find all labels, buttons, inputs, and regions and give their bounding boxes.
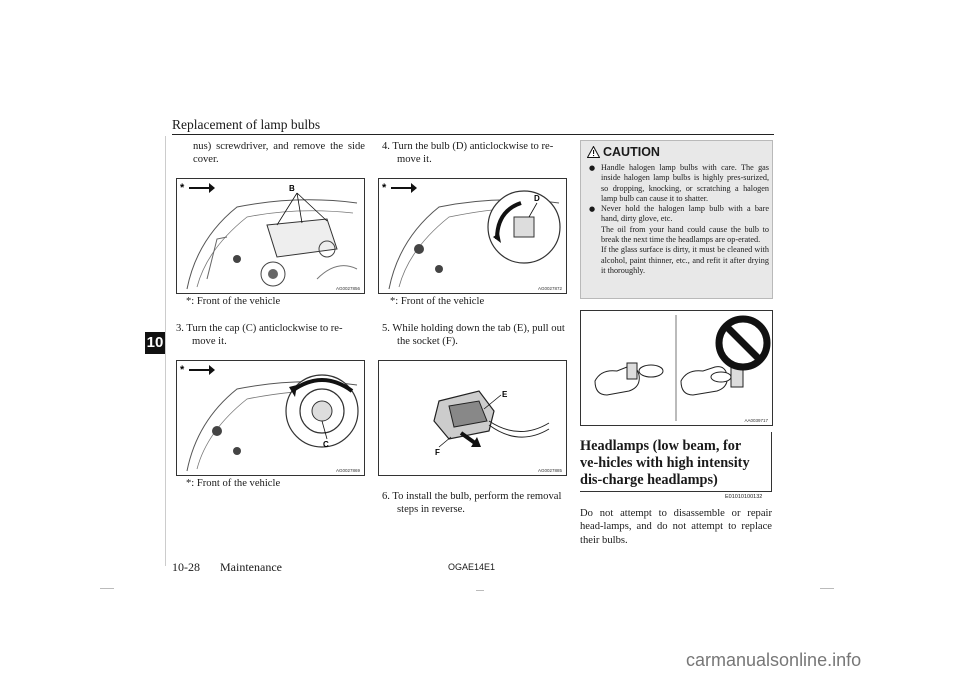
cap-removal-illustration xyxy=(177,361,364,475)
section-code: E01010100132 xyxy=(725,494,763,500)
figure-side-cover xyxy=(176,178,365,294)
section-body: Do not attempt to disassemble or repair head-lamps, and do not attempt to replace their bulbs. xyxy=(580,508,772,546)
header-rule xyxy=(172,134,774,135)
figure-cap-c xyxy=(176,360,365,476)
socket-removal-illustration xyxy=(379,361,566,475)
front-marker-star: * xyxy=(180,364,185,376)
section-title: Headlamps (low beam, for ve-hicles with high intensity dis-charge headlamps) xyxy=(580,438,750,488)
chapter-tab: 10 xyxy=(145,332,165,354)
crop-mark xyxy=(100,588,114,589)
footer-code: OGAE14E1 xyxy=(448,562,496,572)
front-arrow-icon xyxy=(189,183,215,193)
caution-item-1: ● Handle halogen lamp bulbs with care. The gas inside halogen lamp bulbs is highly pres-surized, so dropping, knocking, or scratching a halogen lamp bulb can cause it to shatter. xyxy=(589,163,769,203)
figure-code: AG0027885 xyxy=(537,468,562,473)
section-rule-vertical xyxy=(771,432,772,492)
bullet-icon: ● xyxy=(589,164,596,172)
caution-heading-text: CAUTION xyxy=(603,145,660,159)
figure-code: AA0039717 xyxy=(744,418,768,423)
page-header-title: Replacement of lamp bulbs xyxy=(172,117,321,132)
warning-icon xyxy=(587,146,600,158)
label-b: B xyxy=(289,184,295,193)
footer-section: Maintenance xyxy=(220,560,282,574)
caution-body xyxy=(589,163,769,276)
front-arrow-icon xyxy=(189,365,215,375)
bulb-removal-illustration xyxy=(379,179,566,293)
figure-socket-ef xyxy=(378,360,567,476)
figure-code: AG0027869 xyxy=(335,468,360,473)
side-rule xyxy=(165,136,166,566)
step-3-continuation: move it. xyxy=(192,336,227,347)
crop-mark xyxy=(820,588,834,589)
crop-mark xyxy=(476,590,484,591)
step-5-continuation: the socket (F). xyxy=(397,336,458,347)
caution-heading xyxy=(587,145,660,159)
side-cover-illustration xyxy=(177,179,364,293)
watermark: carmanualsonline.info xyxy=(686,650,862,670)
front-arrow-icon xyxy=(391,183,417,193)
bullet-icon: ● xyxy=(589,205,596,214)
label-e: E xyxy=(502,390,508,399)
caption-front-vehicle-3: *: Front of the vehicle xyxy=(390,296,485,307)
figure-do-not-touch-bulb xyxy=(580,310,773,426)
step-3-text: 3. Turn the cap (C) anticlockwise to re- xyxy=(176,323,343,334)
bulb-shape xyxy=(514,217,534,237)
caption-front-vehicle-2: *: Front of the vehicle xyxy=(186,478,281,489)
hand-bulb-illustration xyxy=(581,311,772,425)
step-4-text: 4. Turn the bulb (D) anticlockwise to re- xyxy=(382,141,554,152)
section-rule-horizontal xyxy=(580,491,772,492)
step-6-continuation: steps in reverse. xyxy=(397,504,465,515)
label-c: C xyxy=(323,440,329,449)
caption-front-vehicle-1: *: Front of the vehicle xyxy=(186,296,281,307)
label-f: F xyxy=(435,448,440,457)
front-marker-star: * xyxy=(382,182,387,194)
caution-box xyxy=(580,140,773,299)
figure-code: AG0027872 xyxy=(537,286,562,291)
intro-text: nus) screwdriver, and remove the side cover. xyxy=(193,141,365,166)
caution-item-2: ● Never hold the halogen lamp bulb with a bare hand, dirty glove, etc. The oil from your hand could cause the bulb to break the next time the headlamps are op-erated. If the glass surface is dirty, it must be cleaned with alcohol, paint thinner, etc., and refit it after drying it thoroughly. xyxy=(589,204,769,275)
step-6-text: 6. To install the bulb, perform the removal xyxy=(382,491,562,502)
figure-code: AG0027856 xyxy=(335,286,360,291)
figure-bulb-d xyxy=(378,178,567,294)
step-4-continuation: move it. xyxy=(397,154,432,165)
page-number: 10-28 xyxy=(172,560,200,574)
step-5-text: 5. While holding down the tab (E), pull out xyxy=(382,323,565,334)
label-d: D xyxy=(534,194,540,203)
front-marker-star: * xyxy=(180,182,185,194)
